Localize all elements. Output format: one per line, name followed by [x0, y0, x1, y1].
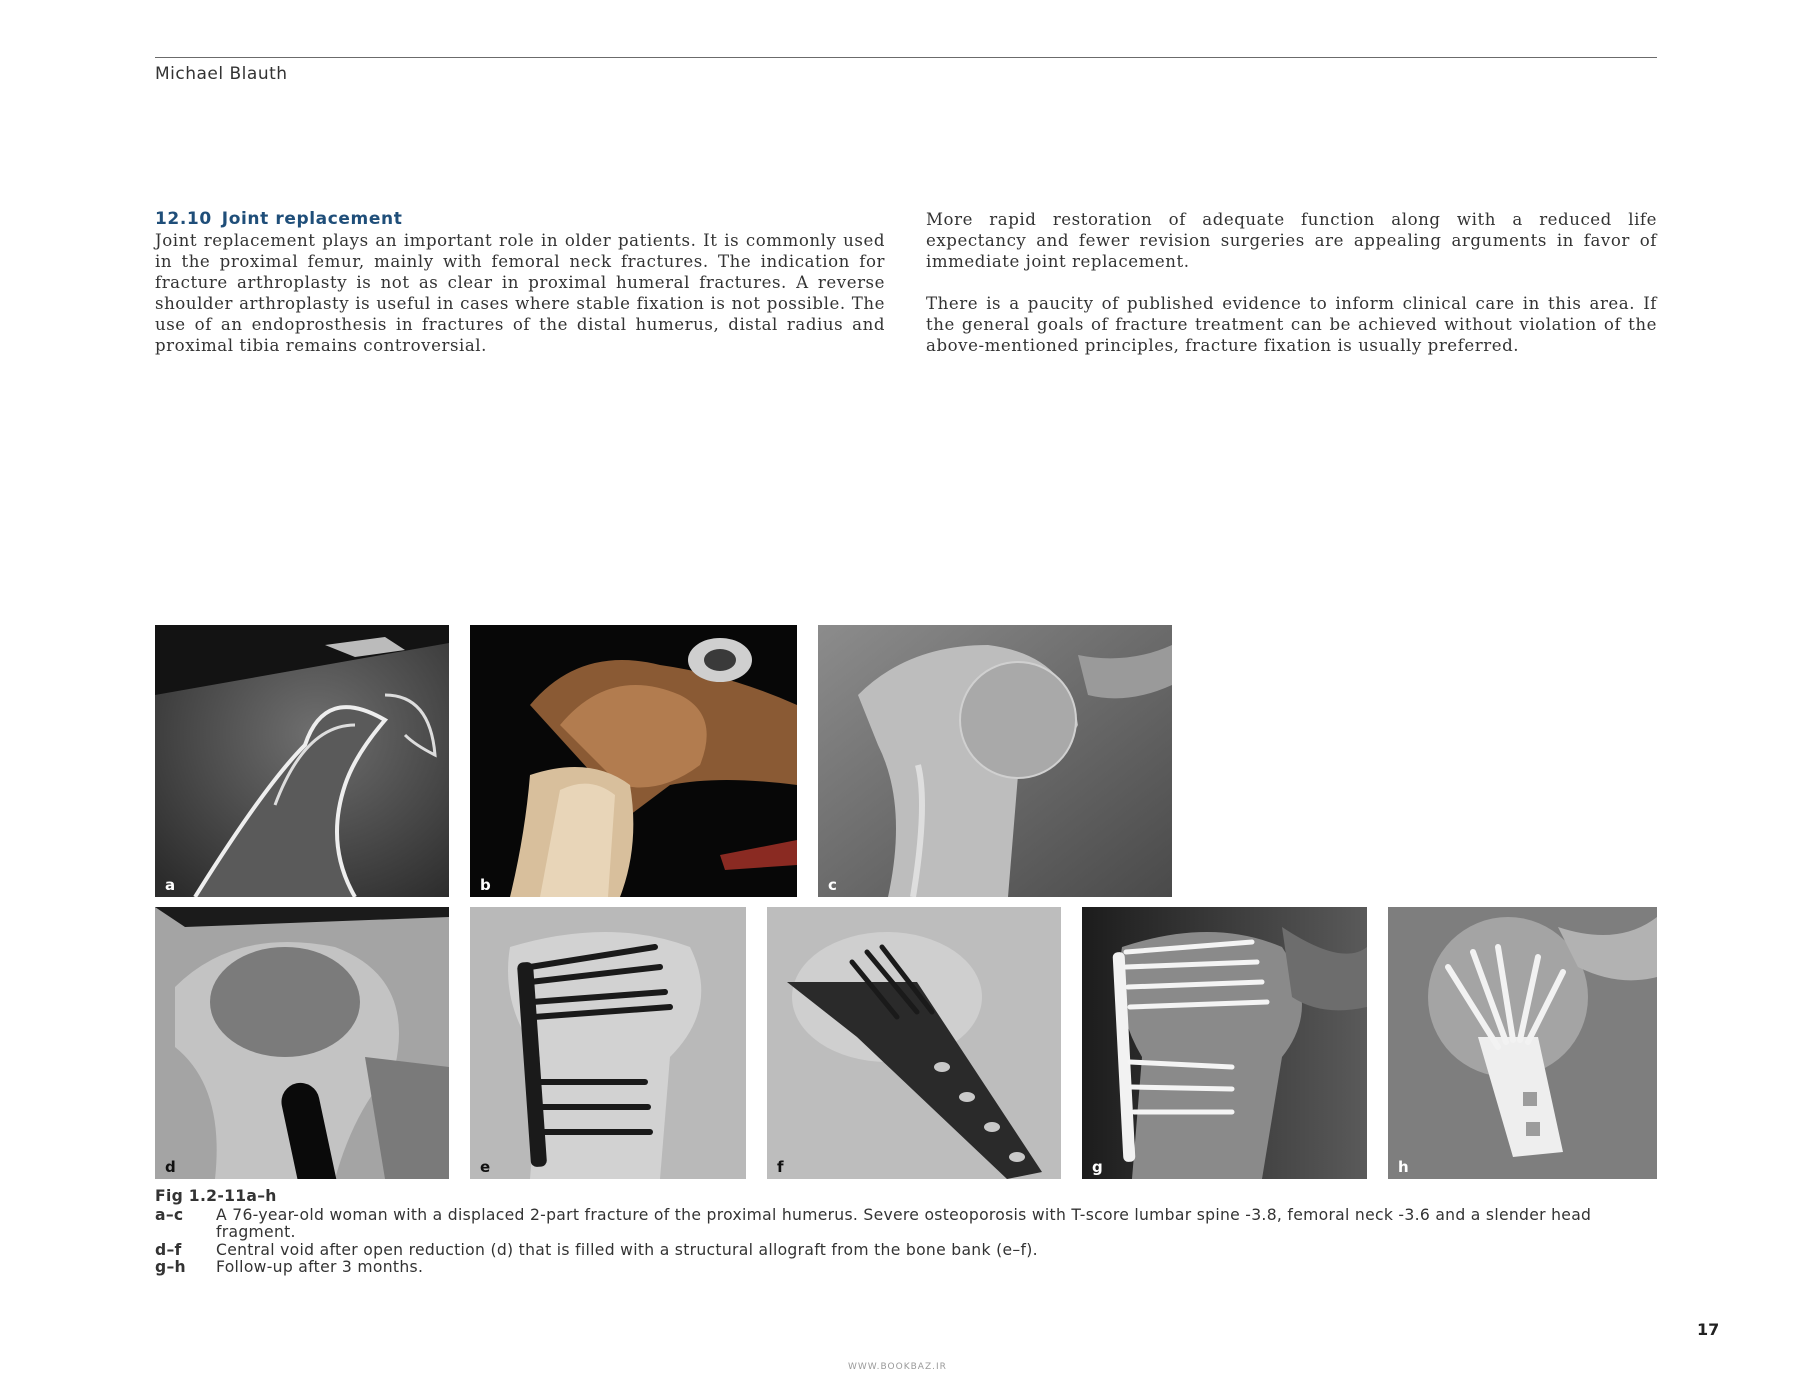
caption-key-a-c: a–c — [155, 1205, 184, 1224]
caption-row — [155, 1242, 1655, 1260]
figure-panel-h — [1388, 907, 1657, 1179]
caption-row — [155, 1207, 1655, 1242]
page-number: 17 — [1697, 1320, 1720, 1339]
figure-panel-a — [155, 625, 449, 897]
right-paragraph-1: More rapid restoration of adequate function along with a reduced life expectancy and fewer revision surgeries are appealing arguments in favor of immediate joint replacement. — [926, 210, 1657, 271]
panel-label-b: b — [480, 876, 491, 894]
figure-panel-f — [767, 907, 1061, 1179]
caption-text-g-h: Follow-up after 3 months. — [216, 1258, 424, 1276]
panel-label-e: e — [480, 1158, 491, 1176]
figure-panel-g — [1082, 907, 1367, 1179]
panel-label-f: f — [777, 1158, 784, 1176]
panel-label-d: d — [165, 1158, 176, 1176]
panel-label-g: g — [1092, 1158, 1103, 1176]
caption-row — [155, 1259, 1655, 1277]
plate-fixation-fluoroscopy-image — [470, 907, 746, 1179]
followup-xray-ap-image — [1082, 907, 1367, 1179]
plate-lateral-fluoroscopy-image — [767, 907, 1061, 1179]
caption-text-d-f: Central void after open reduction (d) that is filled with a structural allograft from the bone bank (e–f). — [216, 1240, 1038, 1259]
caption-key-g-h: g–h — [155, 1258, 186, 1276]
section-title: Joint replacement — [221, 209, 403, 229]
panel-label-c: c — [828, 876, 837, 894]
figure-panel-d — [155, 907, 449, 1179]
right-paragraph-2: There is a paucity of published evidence to inform clinical care in this area. If the general goals of fracture treatment can be achieved without violation of the above-mentioned principles, fracture fixation is usually preferred. — [926, 294, 1657, 355]
figure-panel-b — [470, 625, 797, 897]
figure-panel-e — [470, 907, 746, 1179]
followup-xray-lateral-image — [1388, 907, 1657, 1179]
running-header-author: Michael Blauth — [155, 64, 288, 84]
right-column — [926, 209, 1657, 356]
panel-label-h: h — [1398, 1158, 1409, 1176]
header-rule — [155, 57, 1657, 58]
section-number: 12.10 — [155, 209, 212, 229]
figure-panel-c — [818, 625, 1172, 897]
caption-title: Fig 1.2-11a–h — [155, 1187, 277, 1205]
figure-caption — [155, 1188, 1655, 1277]
caption-text-a-c: A 76-year-old woman with a displaced 2-part fracture of the proximal humerus. Severe osteoporosis with T-score lumbar spine -3.8, femoral neck -3.6 and a slender head fragment. — [216, 1205, 1592, 1241]
fluoroscopy-void-image — [155, 907, 449, 1179]
left-column — [155, 209, 885, 356]
left-paragraph: Joint replacement plays an important role in older patients. It is commonly used in the proximal femur, mainly with femoral neck fractures. The indication for fracture arthroplasty is not as clear in proximal humeral fractures. A reverse shoulder arthroplasty is useful in cases where stable fixation is not possible. The use of an endoprosthesis in fractures of the distal humerus, distal radius and proximal tibia remains controversial. — [155, 231, 885, 355]
section-heading — [155, 209, 885, 230]
panel-label-a: a — [165, 876, 176, 894]
ct-scan-image — [155, 625, 449, 897]
caption-key-d-f: d–f — [155, 1240, 182, 1259]
watermark: WWW.BOOKBAZ.IR — [848, 1362, 947, 1372]
3d-ct-render-image — [470, 625, 797, 897]
xray-shoulder-image — [818, 625, 1172, 897]
